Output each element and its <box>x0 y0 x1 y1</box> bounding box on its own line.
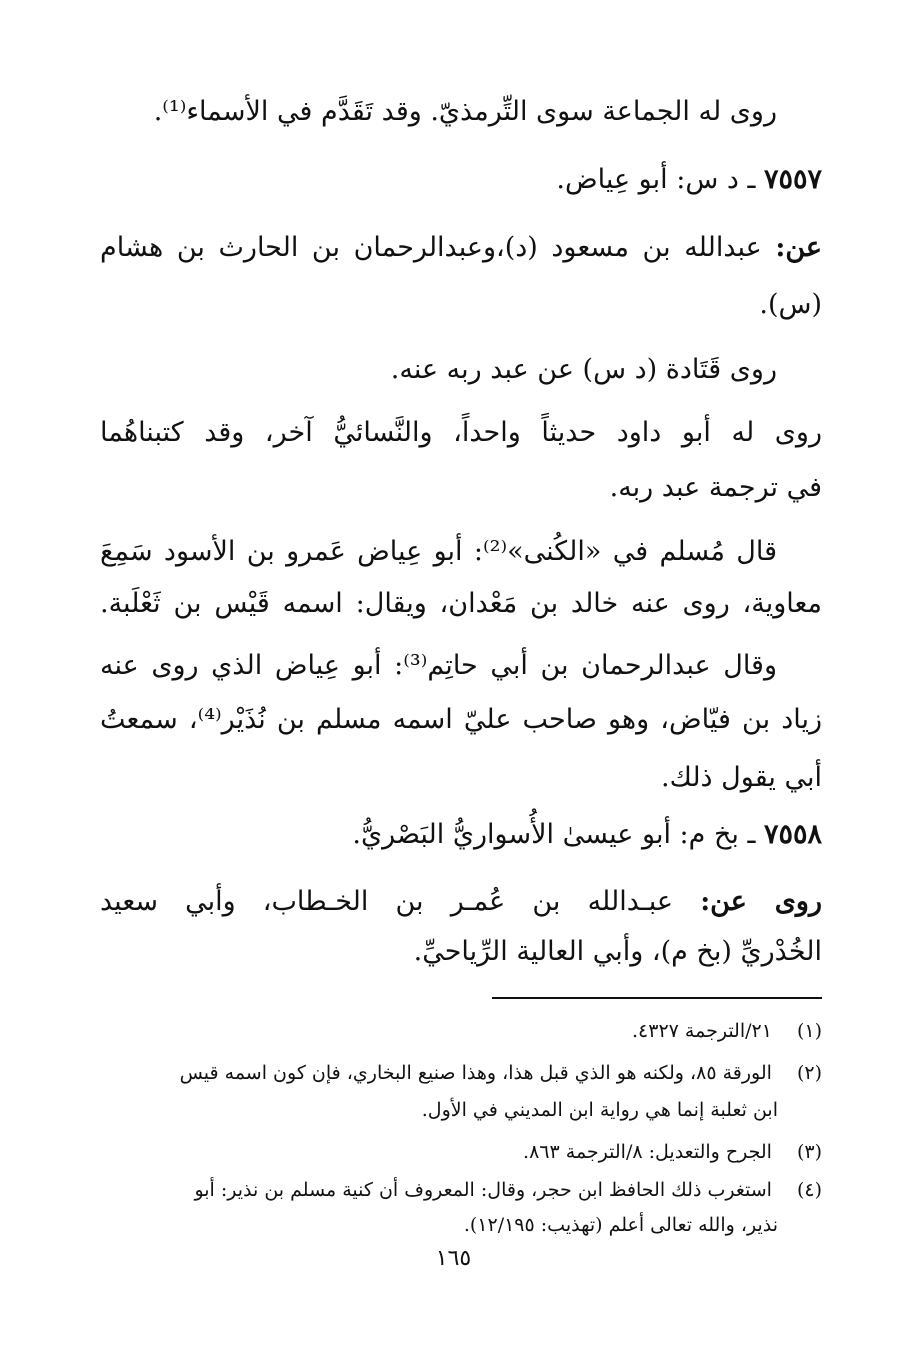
text-line-5a: روى له أبو داود حديثاً واحداً، والنَّسائيُّ آخر، وقد كتبناهُما <box>100 417 822 448</box>
an-label: عن: <box>775 232 822 263</box>
text-line-3a <box>100 228 822 268</box>
footnote-4-continued: نذير، والله تعالى أعلم (تهذيب: ١٢/١٩٥). <box>463 1214 778 1236</box>
narrators-from: عبدالله بن مسعود (د)،وعبدالرحمان بن الحارث بن هشام <box>100 232 762 263</box>
footnote-2 <box>85 1058 822 1088</box>
text-line-7a: وقال عبدالرحمان بن أبي حاتِم⁽³⁾: أبو عِياض الذي روى عنه <box>100 650 777 681</box>
footnote-number: (٢) <box>796 1062 822 1084</box>
narrators-from: عبـدالله بن عُمـر بن الخـطاب، وأبي سعيد <box>100 886 674 917</box>
entry-heading-7558 <box>100 815 822 855</box>
footnote-4 <box>85 1175 822 1205</box>
footnote-number: (٤) <box>796 1179 822 1201</box>
text-line-9a <box>100 882 822 922</box>
text-line-9b: الخُدْريِّ (بخ م)، وأبي العالية الرِّياحيِّ. <box>413 936 822 967</box>
text-line-6b: معاوية، روى عنه خالد بن مَعْدان، ويقال: اسمه قَيْس بن ثَعْلَبة. <box>100 588 822 619</box>
entry-title: ـ د س: أبو عِياض. <box>556 164 756 195</box>
text-line-4: روى قَتَادة (د س) عن عبد ربه عنه. <box>390 354 777 385</box>
text-line-3b: (س). <box>759 289 822 320</box>
text-line-7c: أبي يقول ذلك. <box>660 762 822 793</box>
page-number: ١٦٥ <box>435 1246 472 1271</box>
footnote-text: الجرح والتعديل: ٨/الترجمة ٨٦٣. <box>523 1141 772 1163</box>
text-line-7b: زياد بن فيّاض، وهو صاحب عليّ اسمه مسلم بن نُذَيْر⁽⁴⁾، سمعتُ <box>100 704 822 735</box>
entry-number: ٧٥٥٧ <box>763 164 822 195</box>
footnote-1 <box>85 1016 822 1046</box>
entry-number: ٧٥٥٨ <box>763 819 822 850</box>
footnote-number: (٣) <box>796 1141 822 1163</box>
entry-heading-7557 <box>100 160 822 200</box>
footnote-separator <box>492 997 822 999</box>
footnote-2-continued: ابن ثعلبة إنما هي رواية ابن المديني في الأول. <box>421 1099 778 1121</box>
text-line-1: روى له الجماعة سوى التِّرمذيّ. وقد تَقَدَّم في الأسماء⁽¹⁾. <box>153 96 777 127</box>
footnote-text: ٢١/الترجمة ٤٣٢٧. <box>632 1020 772 1042</box>
footnote-text: الورقة ٨٥، ولكنه هو الذي قبل هذا، وهذا صنيع البخاري، فإن كون اسمه قيس <box>179 1062 772 1084</box>
text-line-6a: قال مُسلم في «الكُنى»⁽²⁾: أبو عِياض عَمرو بن الأسود سَمِعَ <box>100 536 777 567</box>
footnote-3 <box>85 1137 822 1167</box>
rawa-an-label: روى عن: <box>700 886 822 917</box>
footnote-text: استغرب ذلك الحافظ ابن حجر، وقال: المعروف أن كنية مسلم بن نذير: أبو <box>194 1179 772 1201</box>
footnote-number: (١) <box>796 1020 822 1042</box>
entry-title: ـ بخ م: أبو عيسىٰ الأُسواريُّ البَصْريُّ. <box>352 819 756 850</box>
text-line-5b: في ترجمة عبد ربه. <box>609 472 822 503</box>
